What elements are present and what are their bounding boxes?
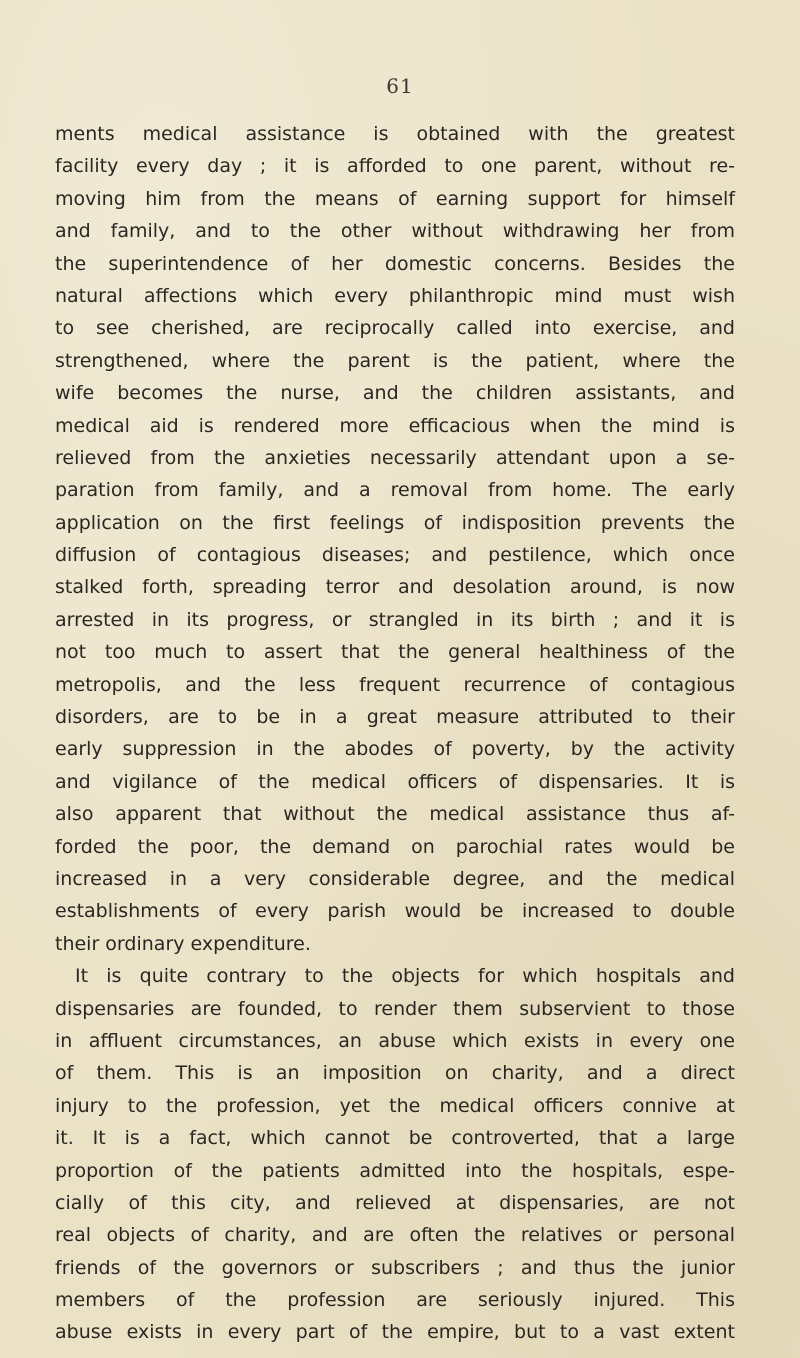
text-line: also apparent that without the medical assistance thus af- (55, 803, 735, 826)
body-text (55, 118, 735, 1349)
text-line: cially of this city, and relieved at dispensaries, are not (55, 1191, 735, 1214)
text-line: real objects of charity, and are often the relatives or personal (55, 1224, 735, 1247)
text-line: members of the profession are seriously injured. This (55, 1289, 735, 1312)
text-line: of them. This is an imposition on charity, and a direct (55, 1062, 735, 1085)
paragraph-end-line: their ordinary expenditure. (55, 932, 311, 955)
text-line: natural affections which every philanthropic mind must wish (55, 284, 735, 307)
text-line: facility every day ; it is afforded to one parent, without re- (55, 155, 735, 178)
text-line: early suppression in the abodes of poverty, by the activity (55, 738, 735, 761)
text-line: injury to the profession, yet the medical officers connive at (55, 1094, 735, 1117)
text-line: relieved from the anxieties necessarily attendant upon a se- (55, 446, 735, 469)
text-line: disorders, are to be in a great measure attributed to their (55, 706, 735, 729)
text-line: arrested in its progress, or strangled in its birth ; and it is (55, 608, 735, 631)
text-line: and family, and to the other without withdrawing her from (55, 220, 735, 243)
text-line: moving him from the means of earning support for himself (55, 187, 735, 210)
text-line: metropolis, and the less frequent recurrence of contagious (55, 673, 735, 696)
text-line: dispensaries are founded, to render them subservient to those (55, 997, 735, 1020)
text-line: in affluent circumstances, an abuse which exists in every one (55, 1029, 735, 1052)
text-line: medical aid is rendered more efficacious when the mind is (55, 414, 735, 437)
text-line: wife becomes the nurse, and the children assistants, and (55, 382, 735, 405)
text-line: friends of the governors or subscribers ; and thus the junior (55, 1256, 735, 1279)
text-line: abuse exists in every part of the empire, but to a vast extent (55, 1321, 735, 1344)
text-line: and vigilance of the medical officers of dispensaries. It is (55, 770, 735, 793)
text-line: to see cherished, are reciprocally called into exercise, and (55, 317, 735, 340)
text-line: application on the first feelings of indisposition prevents the (55, 511, 735, 534)
text-line: ments medical assistance is obtained with the greatest (55, 123, 735, 145)
page-number: 61 (386, 74, 414, 98)
text-line: stalked forth, spreading terror and desolation around, is now (55, 576, 735, 599)
text-line: forded the poor, the demand on parochial rates would be (55, 835, 735, 858)
text-line: it. It is a fact, which cannot be controverted, that a large (55, 1127, 735, 1150)
text-line: paration from family, and a removal from home. The early (55, 479, 735, 502)
text-line: diffusion of contagious diseases; and pestilence, which once (55, 544, 735, 567)
text-line: strengthened, where the parent is the patient, where the (55, 349, 735, 372)
text-line: not too much to assert that the general healthiness of the (55, 641, 735, 664)
text-line: establishments of every parish would be increased to double (55, 900, 735, 923)
paragraph-start-line: It is quite contrary to the objects for which hospitals and (75, 965, 735, 988)
text-line: the superintendence of her domestic concerns. Besides the (55, 252, 735, 275)
text-line: proportion of the patients admitted into the hospitals, espe- (55, 1159, 735, 1182)
text-line: increased in a very considerable degree, and the medical (55, 867, 735, 890)
